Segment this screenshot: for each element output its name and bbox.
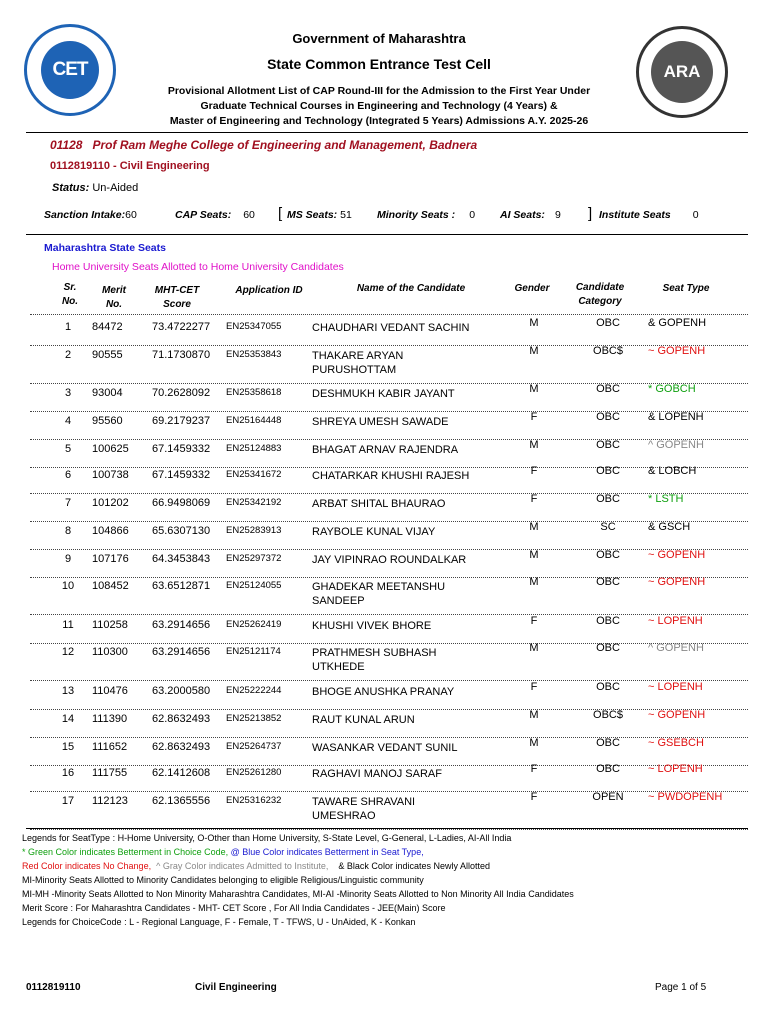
cell-gender: M (529, 439, 539, 451)
legend-line1: Legends for SeatType : H-Home University, O-Other than Home University, S-State Level, G-General, L-Ladies, AI-All India (22, 833, 512, 843)
legend-line3 (22, 859, 490, 873)
legend-green: * Green Color indicates Betterment in Choice Code, (22, 847, 229, 857)
col-cat-line1: Candidate (575, 282, 625, 293)
cell-name: CHAUDHARI VEDANT SACHIN (312, 322, 470, 334)
list-title-line3: Master of Engineering and Technology (Integrated 5 Years) Admissions A.Y. 2025-26 (169, 115, 589, 127)
row-divider (30, 680, 748, 681)
cell-name: TAWARE SHRAVANI UMESHRAO (312, 796, 416, 822)
cell-sr: 2 (64, 349, 72, 361)
table-row (26, 439, 748, 463)
row-divider (30, 709, 748, 710)
cell-sr: 9 (64, 553, 72, 565)
cell-merit: 84472 (92, 321, 123, 333)
cell-gender: M (529, 383, 539, 395)
legend-line2 (22, 845, 424, 859)
cell-merit: 93004 (92, 387, 123, 399)
institute-value: 0 (692, 209, 699, 221)
cell-score: 69.2179237 (152, 415, 211, 427)
seats-divider (26, 234, 748, 235)
table-row (26, 709, 748, 733)
cell-name: WASANKAR VEDANT SUNIL (312, 742, 458, 754)
cell-sr: 10 (61, 580, 75, 592)
table-row (26, 383, 748, 407)
cell-category: OBC (596, 411, 620, 423)
cell-sr: 12 (61, 646, 75, 658)
cell-sr: 11 (62, 619, 74, 631)
cell-category: OBC (596, 493, 620, 505)
status-value: Un-Aided (92, 182, 139, 194)
col-score (148, 284, 206, 312)
col-app: Application ID (235, 285, 303, 296)
ai-seats (500, 209, 561, 221)
col-seat-type: Seat Type (662, 283, 710, 294)
col-name: Name of the Candidate (356, 283, 466, 294)
col-merit-line2: No. (105, 299, 123, 310)
cell-app-id: EN25341672 (226, 469, 282, 480)
row-divider (30, 643, 748, 644)
sanction-intake (44, 209, 137, 221)
cell-gender: F (530, 615, 538, 627)
cap-label: CAP Seats: (175, 209, 232, 221)
cell-merit: 110476 (92, 685, 128, 697)
cell-app-id: EN25297372 (226, 553, 282, 564)
legend-line5: MI-MH -Minority Seats Allotted to Non Minority Maharashtra Candidates, MI-AI -Minority Seats Allotted to Non Minority All India Candidates (22, 889, 574, 899)
cell-merit: 107176 (92, 553, 129, 565)
cell-sr: 8 (64, 525, 72, 537)
cell-merit: 100625 (92, 443, 129, 455)
table-row (26, 521, 748, 545)
table-row (26, 737, 748, 761)
cell-title: State Common Entrance Test Cell (267, 56, 491, 72)
table-row (26, 317, 748, 341)
ara-logo-text: ARA (651, 41, 713, 103)
cell-app-id: EN25262419 (226, 619, 282, 630)
cell-score: 63.2914656 (152, 646, 211, 658)
cell-app-id: EN25353843 (226, 349, 282, 360)
cell-app-id: EN25342192 (226, 497, 282, 508)
cell-gender: M (529, 345, 539, 357)
header-divider (26, 132, 748, 133)
cell-merit: 110258 (92, 619, 128, 631)
cell-seat-type: ~ LOPENH (648, 615, 703, 627)
cell-merit: 111390 (92, 713, 128, 725)
footer-page: Page 1 of 5 (655, 982, 707, 993)
cell-sr: 16 (61, 767, 75, 779)
cap-value: 60 (243, 209, 255, 221)
cell-seat-type: ^ GOPENH (648, 642, 704, 654)
section-hu-seats: Home University Seats Allotted to Home University Candidates (52, 261, 344, 273)
cell-app-id: EN25222244 (226, 685, 282, 696)
legend-red: Red Color indicates No Change, (22, 861, 152, 871)
cell-category: OBC (596, 681, 620, 693)
cet-logo-text: CET (41, 41, 99, 99)
list-title-line1: Provisional Allotment List of CAP Round-III for the Admission to the First Year Under (167, 85, 591, 97)
govt-title: Government of Maharashtra (292, 31, 466, 46)
cell-name: CHATARKAR KHUSHI RAJESH (312, 470, 470, 482)
cell-seat-type: & LOBCH (648, 465, 697, 477)
cell-gender: F (530, 411, 538, 423)
cell-merit: 108452 (92, 580, 129, 592)
cell-score: 62.1412608 (152, 767, 211, 779)
minority-seats (377, 209, 475, 221)
cell-gender: M (529, 737, 539, 749)
cell-seat-type: ~ GOPENH (648, 549, 706, 561)
cell-merit: 111652 (92, 741, 128, 753)
row-divider (30, 765, 748, 766)
list-title-line2: Graduate Technical Courses in Engineering and Technology (4 Years) & (200, 100, 558, 112)
cell-merit: 110300 (92, 646, 128, 658)
cell-sr: 6 (64, 469, 72, 481)
col-merit-line1: Merit (102, 285, 126, 296)
table-row (26, 411, 748, 435)
legend-divider (26, 828, 748, 829)
cell-score: 65.6307130 (152, 525, 211, 537)
cell-gender: F (530, 791, 538, 803)
cell-category: OBC (596, 615, 620, 627)
cell-sr: 5 (64, 443, 72, 455)
cell-category: OBC (596, 439, 620, 451)
bracket-close: ] (588, 205, 593, 222)
cell-merit: 111755 (92, 767, 128, 779)
cell-app-id: EN25213852 (226, 713, 282, 724)
row-divider (30, 791, 748, 792)
cell-category: OBC (596, 317, 620, 329)
cell-app-id: EN25121174 (226, 646, 281, 657)
cell-seat-type: ~ GSEBCH (648, 737, 704, 749)
cell-gender: M (529, 549, 539, 561)
sanction-value: 60 (125, 209, 137, 221)
cet-logo (24, 24, 116, 116)
cell-category: OBC$ (593, 345, 623, 357)
cell-score: 66.9498069 (152, 497, 211, 509)
cell-seat-type: & GSCH (648, 521, 691, 533)
cell-name: BHAGAT ARNAV RAJENDRA (312, 444, 459, 456)
cell-seat-type: ~ GOPENH (648, 345, 706, 357)
course-heading: 0112819110 - Civil Engineering (50, 160, 210, 172)
cell-category: OBC (596, 549, 620, 561)
table-row (26, 493, 748, 517)
cell-sr: 3 (64, 387, 72, 399)
cell-category: OBC (596, 465, 620, 477)
col-sr-line2: No. (61, 296, 79, 307)
college-heading (50, 138, 477, 152)
row-divider (30, 614, 748, 615)
college-code: 01128 (50, 138, 83, 152)
cell-seat-type: ~ LOPENH (648, 763, 703, 775)
row-divider (30, 521, 748, 522)
cell-merit: 100738 (92, 469, 129, 481)
cell-gender: F (530, 493, 538, 505)
cell-app-id: EN25283913 (226, 525, 282, 536)
cell-seat-type: ^ GOPENH (648, 439, 704, 451)
row-divider (30, 467, 748, 468)
cell-name: THAKARE ARYAN PURUSHOTTAM (312, 350, 404, 376)
cell-name: RAYBOLE KUNAL VIJAY (312, 526, 436, 538)
cell-name: SHREYA UMESH SAWADE (312, 416, 449, 428)
cell-name: ARBAT SHITAL BHAURAO (312, 498, 446, 510)
table-row (26, 615, 748, 639)
table-row (26, 345, 748, 379)
cell-score: 62.1365556 (152, 795, 211, 807)
table-row (26, 642, 748, 676)
header-dots (30, 314, 748, 315)
cell-app-id: EN25164448 (226, 415, 282, 426)
ms-label: MS Seats: (287, 209, 338, 221)
cell-sr: 4 (64, 415, 72, 427)
row-divider (30, 549, 748, 550)
cell-app-id: EN25264737 (226, 741, 282, 752)
cell-score: 63.2000580 (152, 685, 211, 697)
cell-category: OPEN (592, 791, 624, 803)
cell-category: OBC (596, 737, 620, 749)
cell-seat-type: * LSTH (648, 493, 684, 505)
cell-gender: F (530, 681, 538, 693)
cell-app-id: EN25347055 (226, 321, 282, 332)
cell-gender: M (529, 709, 539, 721)
col-sr-line1: Sr. (63, 282, 77, 293)
row-divider (30, 345, 748, 346)
cell-name: PRATHMESH SUBHASH UTKHEDE (312, 647, 437, 673)
col-sr (56, 281, 84, 309)
col-merit (96, 284, 132, 312)
footer-code: 0112819110 (26, 982, 81, 993)
cell-app-id: EN25261280 (226, 767, 282, 778)
cell-merit: 112123 (92, 795, 128, 807)
college-name: Prof Ram Meghe College of Engineering and Management, Badnera (92, 138, 478, 152)
cell-category: OBC (596, 763, 620, 775)
cell-gender: F (530, 465, 538, 477)
row-divider (30, 493, 748, 494)
row-divider (30, 439, 748, 440)
row-divider (30, 829, 748, 830)
legend-line6: Merit Score : For Maharashtra Candidates - MHT- CET Score , For All India Candidates - JEE(Main) Score (22, 903, 446, 913)
legend-line4: MI-Minority Seats Allotted to Minority Candidates belonging to eligible Religious/Linguistic community (22, 875, 424, 885)
legend-blue: @ Blue Color indicates Betterment in Seat Type, (230, 847, 424, 857)
minority-label: Minority Seats : (377, 209, 456, 221)
status-line (52, 182, 138, 194)
list-title (140, 84, 618, 129)
cell-name: JAY VIPINRAO ROUNDALKAR (312, 554, 467, 566)
sanction-label: Sanction Intake: (44, 209, 126, 221)
row-divider (30, 411, 748, 412)
cell-score: 67.1459332 (152, 469, 211, 481)
table-row (26, 576, 748, 610)
table-row (26, 549, 748, 573)
ara-logo (636, 26, 728, 118)
cell-sr: 14 (61, 713, 75, 725)
ms-value: 51 (340, 209, 352, 221)
cell-category: OBC (596, 576, 620, 588)
cell-merit: 95560 (92, 415, 123, 427)
cell-name: RAUT KUNAL ARUN (312, 714, 415, 726)
legend-line7: Legends for ChoiceCode : L - Regional Language, F - Female, T - TFWS, U - UnAided, K - Konkan (22, 917, 416, 927)
ms-seats (287, 209, 352, 221)
cell-gender: M (529, 317, 539, 329)
cell-category: OBC$ (593, 709, 623, 721)
status-label: Status: (52, 182, 90, 194)
cell-gender: M (529, 576, 539, 588)
table-row (26, 465, 748, 489)
cell-category: OBC (596, 383, 620, 395)
cell-category: SC (600, 521, 616, 533)
cell-seat-type: & GOPENH (648, 317, 707, 329)
cell-name: RAGHAVI MANOJ SARAF (312, 768, 442, 780)
cell-gender: F (530, 763, 538, 775)
cell-name: GHADEKAR MEETANSHU SANDEEP (312, 581, 446, 607)
cell-sr: 7 (64, 497, 72, 509)
row-divider (30, 737, 748, 738)
cell-app-id: EN25358618 (226, 387, 282, 398)
row-divider (30, 383, 748, 384)
cell-score: 63.6512871 (152, 580, 211, 592)
cell-app-id: EN25124055 (226, 580, 282, 591)
cell-sr: 15 (61, 741, 75, 753)
table-row (26, 763, 748, 787)
cell-seat-type: ~ GOPENH (648, 709, 706, 721)
cell-name: DESHMUKH KABIR JAYANT (312, 388, 455, 400)
ai-value: 9 (554, 209, 561, 221)
col-score-line1: MHT-CET (154, 285, 200, 296)
col-category (568, 281, 632, 309)
cell-seat-type: * GOBCH (648, 383, 696, 395)
footer-course: Civil Engineering (195, 982, 277, 993)
cell-score: 63.2914656 (152, 619, 211, 631)
section-ms-seats: Maharashtra State Seats (44, 242, 166, 254)
cell-seat-type: ~ GOPENH (648, 576, 706, 588)
col-gender: Gender (514, 283, 550, 294)
cell-seat-type: & LOPENH (648, 411, 704, 423)
legend-gray: ^ Gray Color indicates Admitted to Institute, (156, 861, 329, 871)
cell-score: 67.1459332 (152, 443, 211, 455)
row-divider (30, 577, 748, 578)
cell-app-id: EN25316232 (226, 795, 282, 806)
cell-score: 62.8632493 (152, 741, 211, 753)
bracket-open: [ (278, 205, 283, 222)
institute-seats (599, 209, 699, 221)
cell-sr: 1 (64, 321, 72, 333)
cell-gender: M (529, 521, 539, 533)
cell-app-id: EN25124883 (226, 443, 282, 454)
legend-black: & Black Color indicates Newly Allotted (338, 861, 490, 871)
cell-score: 64.3453843 (152, 553, 211, 565)
cell-category: OBC (596, 642, 620, 654)
institute-label: Institute Seats (599, 209, 671, 221)
cell-seat-type: ~ LOPENH (648, 681, 703, 693)
cell-score: 70.2628092 (152, 387, 211, 399)
cell-merit: 104866 (92, 525, 129, 537)
cell-merit: 90555 (92, 349, 123, 361)
cell-sr: 17 (61, 795, 75, 807)
cap-seats (175, 209, 255, 221)
cell-score: 62.8632493 (152, 713, 211, 725)
cell-score: 73.4722277 (152, 321, 211, 333)
col-score-line2: Score (163, 299, 191, 310)
cell-seat-type: ~ PWDOPENH (648, 791, 723, 803)
table-row (26, 791, 748, 825)
cell-name: KHUSHI VIVEK BHORE (312, 620, 432, 632)
col-cat-line2: Category (578, 296, 622, 307)
table-row (26, 681, 748, 705)
cell-name: BHOGE ANUSHKA PRANAY (312, 686, 455, 698)
cell-merit: 101202 (92, 497, 129, 509)
minority-value: 0 (469, 209, 476, 221)
ai-label: AI Seats: (500, 209, 545, 221)
cell-gender: M (529, 642, 539, 654)
cell-score: 71.1730870 (152, 349, 211, 361)
cell-sr: 13 (61, 685, 75, 697)
